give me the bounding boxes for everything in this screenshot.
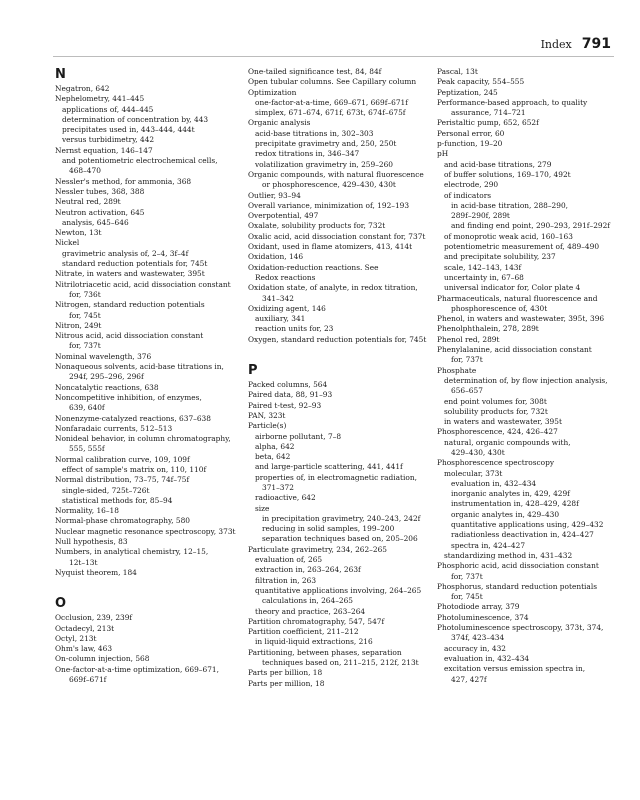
index-subentry: for, 745t [69, 310, 101, 320]
index-entry: pH [437, 149, 449, 159]
index-subentry: for, 737t [451, 571, 483, 581]
section-letter: P [248, 363, 258, 379]
index-column-1 [55, 67, 236, 685]
index-subentry: natural, organic compounds with, [444, 437, 571, 447]
index-entry: Nonideal behavior, in column chromatography, [55, 434, 231, 444]
index-entry: Oxidation state, of analyte, in redox titration, [248, 283, 418, 293]
index-entry: Optimization [248, 87, 297, 97]
index-subentry: in precipitation gravimetry, 240–243, 242f [262, 513, 421, 523]
index-subentry: 669f–671f [69, 675, 107, 685]
index-subentry: and precipitate solubility, 237 [444, 252, 556, 262]
index-subentry: for, 736t [69, 289, 101, 299]
index-entry: Nitrate, in waters and wastewater, 395t [55, 269, 205, 279]
index-entry: Phosphate [437, 365, 477, 375]
index-subentry: instrumentation in, 428–429, 428f [451, 499, 579, 509]
index-entry: Oxalate, solubility products for, 732t [248, 221, 386, 231]
index-entry: Normal distribution, 73–75, 74f–75f [55, 475, 190, 485]
index-entry: Partition coefficient, 211–212 [248, 627, 359, 637]
index-subentry: or phosphorescence, 429–430, 430t [262, 180, 396, 190]
page-number: 791 [581, 36, 611, 52]
index-entry: Photoluminescence, 374 [437, 612, 529, 622]
index-entry: Ohm's law, 463 [55, 644, 113, 654]
index-entry: Occlusion, 239, 239f [55, 613, 133, 623]
index-entry: Nonaqueous solvents, acid-base titrations in, [55, 362, 224, 372]
index-entry: Pascal, 13t [437, 67, 478, 76]
index-subentry: 374f, 423–434 [451, 633, 505, 643]
index-entry: Particulate gravimetry, 234, 262–265 [248, 544, 387, 554]
index-subentry: of monoprotic weak acid, 160–163 [444, 231, 573, 241]
index-subentry: 294f, 295–296, 296f [69, 372, 144, 382]
index-subentry: volatilization gravimetry in, 259–260 [255, 159, 393, 169]
index-subentry: inorganic analytes in, 429, 429f [451, 489, 570, 499]
index-subentry: simplex, 671–674, 671f, 673t, 674f–675f [255, 108, 406, 118]
index-entry: Oxidation, 146 [248, 252, 304, 262]
index-subentry: standard reduction potentials for, 745t [62, 259, 208, 269]
index-subentry: and finding end point, 290–293, 291f–292f [451, 221, 611, 231]
index-subentry: beta, 642 [255, 452, 291, 462]
index-subentry: and potentiometric electrochemical cells, [62, 156, 218, 166]
index-entry: Nominal wavelength, 376 [55, 351, 152, 361]
index-entry: Peristaltic pump, 652, 652f [437, 118, 539, 128]
section-letter: N [55, 67, 66, 82]
index-entry: Oxidation-reduction reactions. See [248, 262, 379, 272]
index-subentry: and large-particle scattering, 441, 441f [255, 462, 403, 472]
index-subentry: for, 745t [451, 592, 483, 602]
index-entry: Phenolphthalein, 278, 289t [437, 324, 539, 334]
index-subentry: quantitative applications using, 429–432 [451, 520, 604, 530]
index-entry: Nitron, 249t [55, 320, 102, 330]
index-column-3 [437, 67, 614, 685]
index-subentry: end point volumes for, 308t [444, 396, 547, 406]
running-header [541, 36, 611, 52]
index-entry: Overall variance, minimization of, 192–193 [248, 200, 410, 210]
index-entry: Peptization, 245 [437, 87, 498, 97]
index-subentry: theory and practice, 263–264 [255, 606, 366, 616]
index-entry: Nessler tubes, 368, 388 [55, 186, 145, 196]
index-entry: Noncompetitive inhibition, of enzymes, [55, 392, 202, 402]
index-subentry: standardizing method in, 431–432 [444, 550, 573, 560]
index-entry: Oxygen, standard reduction potentials for, 745t [248, 334, 427, 344]
index-subentry: 12t–13t [69, 557, 98, 567]
index-entry: Oxalic acid, acid dissociation constant for, 737t [248, 231, 426, 241]
index-entry: Particle(s) [248, 421, 287, 431]
index-entry: Noncatalytic reactions, 638 [55, 382, 159, 392]
index-subentry: in waters and wastewater, 395t [444, 417, 562, 427]
index-entry: Oxidizing agent, 146 [248, 303, 326, 313]
index-subentry: precipitate gravimetry and, 250, 250t [255, 139, 397, 149]
index-subentry: evaluation in, 432–434 [444, 653, 530, 663]
index-subentry: 371–372 [262, 482, 294, 492]
index-subentry: alpha, 642 [255, 441, 295, 451]
index-subentry: 429–430, 430t [451, 447, 505, 457]
index-entry: Neutron activation, 645 [55, 207, 145, 217]
index-subentry: in acid-base titration, 288–290, [451, 200, 569, 210]
index-subentry: and acid-base titrations, 279 [444, 159, 552, 169]
index-subentry: for, 737t [451, 355, 483, 365]
index-subentry: 289f–290f, 289t [451, 211, 510, 221]
index-entry: Phosphoric acid, acid dissociation constant [437, 561, 599, 571]
index-subentry: determination of, by flow injection analysis, [444, 375, 608, 385]
index-entry: Nephelometry, 441–445 [55, 94, 145, 104]
index-subentry: spectra in, 424–427 [451, 540, 526, 550]
index-subentry: organic analytes in, 429–430 [451, 509, 560, 519]
index-entry: Normal-phase chromatography, 580 [55, 516, 191, 526]
index-subentry: techniques based on, 211–215, 212f, 213t [262, 658, 419, 668]
index-entry: Outlier, 93–94 [248, 190, 301, 200]
index-entry: PAN, 323t [248, 410, 286, 420]
index-column-2 [248, 67, 426, 689]
index-subentry: of indicators [444, 190, 492, 200]
index-subentry: scale, 142–143, 143f [444, 262, 522, 272]
index-entry: Organic analysis [248, 118, 311, 128]
index-subentry: redox titrations in, 346–347 [255, 149, 360, 159]
index-entry: Phenol red, 289t [437, 334, 500, 344]
index-subentry: analysis, 645–646 [62, 217, 129, 227]
index-subentry: uncertainty in, 67–68 [444, 272, 524, 282]
index-subentry: calculations in, 264–265 [262, 596, 353, 606]
index-entry: Nessler's method, for ammonia, 368 [55, 176, 192, 186]
index-subentry: 639, 640f [69, 403, 105, 413]
index-entry: Performance-based approach, to quality [437, 97, 588, 107]
index-subentry: 468–470 [69, 166, 101, 176]
index-subentry: auxiliary, 341 [255, 314, 306, 324]
index-subentry: reducing in solid samples, 199–200 [262, 524, 395, 534]
index-entry: Nuclear magnetic resonance spectroscopy, 373t [55, 526, 236, 536]
index-entry: Phenylalanine, acid dissociation constant [437, 345, 592, 355]
index-subentry: universal indicator for, Color plate 4 [444, 283, 581, 293]
index-entry: Parts per billion, 18 [248, 668, 323, 678]
index-subentry: gravimetric analysis of, 2–4, 3f–4f [62, 248, 189, 258]
index-subentry: Redox reactions [255, 272, 316, 282]
index-entry: Open tubular columns. See Capillary column [248, 77, 417, 87]
index-subentry: 656–657 [451, 386, 483, 396]
index-entry: One-tailed significance test, 84, 84f [248, 67, 382, 76]
index-entry: Nyquist theorem, 184 [55, 567, 137, 577]
index-entry: Phenol, in waters and wastewater, 395t, 396 [437, 314, 605, 324]
section-spacer [248, 345, 426, 363]
index-subentry: versus turbidimetry, 442 [62, 135, 155, 145]
index-subentry: evaluation in, 432–434 [451, 478, 537, 488]
section-letter: O [55, 596, 67, 612]
index-subentry: quantitative applications involving, 264–265 [255, 585, 422, 595]
index-entry: Normality, 16–18 [55, 506, 119, 516]
index-subentry: effect of sample's matrix on, 110, 110f [62, 464, 207, 474]
index-subentry: molecular, 373t [444, 468, 503, 478]
index-subentry: extraction in, 263–264, 263f [255, 565, 361, 575]
index-entry: Phosphorescence spectroscopy [437, 458, 555, 468]
header-rule [53, 56, 614, 57]
index-entry: Phosphorus, standard reduction potentials [437, 581, 597, 591]
index-subentry: electrode, 290 [444, 180, 499, 190]
index-entry: Oxidant, used in flame atomizers, 413, 414t [248, 242, 413, 252]
index-subentry: filtration in, 263 [255, 575, 317, 585]
index-subentry: properties of, in electromagnetic radiation, [255, 472, 417, 482]
index-subentry: accuracy in, 432 [444, 643, 506, 653]
index-subentry: airborne pollutant, 7–8 [255, 431, 342, 441]
index-subentry: in liquid-liquid extractions, 216 [255, 637, 373, 647]
index-entry: Numbers, in analytical chemistry, 12–15, [55, 547, 209, 557]
index-subentry: one-factor-at-a-time, 669–671, 669f–671f [255, 97, 408, 107]
index-entry: Octadecyl, 213t [55, 623, 115, 633]
index-subentry: statistical methods for, 85–94 [62, 495, 173, 505]
index-entry: Photodiode array, 379 [437, 602, 520, 612]
index-subentry: applications of, 444–445 [62, 104, 154, 114]
index-subentry: for, 737t [69, 341, 101, 351]
index-entry: One-factor-at-a-time optimization, 669–671, [55, 664, 219, 674]
index-entry: Nitrous acid, acid dissociation constant [55, 331, 204, 341]
index-entry: Nonenzyme-catalyzed reactions, 637–638 [55, 413, 211, 423]
section-spacer [55, 578, 233, 596]
index-entry: Pharmaceuticals, natural fluorescence and [437, 293, 598, 303]
index-entry: Phosphorescence, 424, 426–427 [437, 427, 558, 437]
index-entry: Photoluminescence spectroscopy, 373t, 374, [437, 623, 604, 633]
index-entry: Nonfaradaic currents, 512–513 [55, 423, 173, 433]
header-label: Index [540, 38, 572, 51]
index-subentry: radioactive, 642 [255, 493, 316, 503]
index-subentry: 555, 555f [69, 444, 105, 454]
index-entry: Nitrilotriacetic acid, acid dissociation constant [55, 279, 231, 289]
index-subentry: acid-base titrations in, 302–303 [255, 128, 374, 138]
index-entry: Overpotential, 497 [248, 211, 319, 221]
index-entry: Parts per million, 18 [248, 678, 325, 688]
index-entry: Null hypothesis, 83 [55, 537, 128, 547]
index-entry: Organic compounds, with natural fluorescence [248, 169, 424, 179]
index-entry: Nitrogen, standard reduction potentials [55, 300, 205, 310]
index-entry: Octyl, 213t [55, 633, 97, 643]
index-subentry: single-sided, 725t–726t [62, 485, 150, 495]
index-subentry: size [255, 503, 270, 513]
index-subentry: precipitates used in, 443–444, 444t [62, 125, 195, 135]
index-subentry: 341–342 [262, 293, 294, 303]
index-entry: Partitioning, between phases, separation [248, 647, 402, 657]
index-entry: Paired data, 88, 91–93 [248, 390, 333, 400]
index-subentry: potentiometric measurement of, 489–490 [444, 242, 600, 252]
index-subentry: solubility products for, 732t [444, 406, 548, 416]
index-subentry: evaluation of, 265 [255, 555, 323, 565]
index-subentry: reaction units for, 23 [255, 324, 334, 334]
index-entry: Nickel [55, 238, 80, 248]
index-entry: Packed columns, 564 [248, 380, 328, 390]
index-entry: Normal calibration curve, 109, 109f [55, 454, 190, 464]
index-entry: Newton, 13t [55, 228, 102, 238]
index-entry: Partition chromatography, 547, 547f [248, 616, 385, 626]
index-entry: Peak capacity, 554–555 [437, 77, 525, 87]
index-entry: Neutral red, 289t [55, 197, 121, 207]
index-entry: Personal error, 60 [437, 128, 505, 138]
index-entry: On-column injection, 568 [55, 654, 150, 664]
index-subentry: radiationless deactivation in, 424–427 [451, 530, 594, 540]
index-entry: Negatron, 642 [55, 84, 110, 93]
index-subentry: phosphorescence of, 430t [451, 303, 548, 313]
index-subentry: 427, 427f [451, 674, 487, 684]
index-entry: Paired t-test, 92–93 [248, 400, 322, 410]
index-subentry: separation techniques based on, 205–206 [262, 534, 418, 544]
index-entry: Nernst equation, 146–147 [55, 145, 153, 155]
index-subentry: of buffer solutions, 169–170, 492t [444, 169, 571, 179]
index-subentry: determination of concentration by, 443 [62, 114, 209, 124]
index-entry: p-function, 19–20 [437, 139, 503, 149]
index-subentry: excitation versus emission spectra in, [444, 664, 586, 674]
index-subentry: assurance, 714–721 [451, 108, 526, 118]
